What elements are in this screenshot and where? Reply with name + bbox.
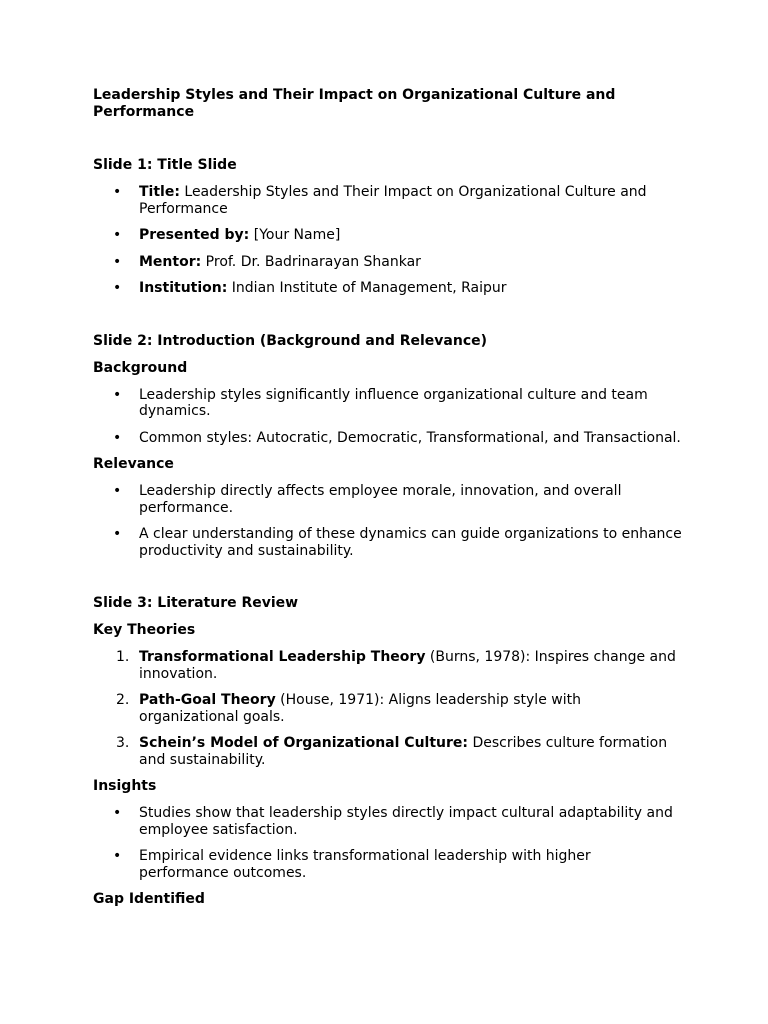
list-item [93,735,683,768]
list-item [93,280,683,297]
relevance-list [93,483,683,559]
insights-heading: Insights [93,778,157,794]
list-item [93,227,683,244]
bullet-icon: • [113,184,122,200]
list-item [93,483,683,516]
item-label: Institution: [139,280,228,296]
slide-2-heading: Slide 2: Introduction (Background and Relevance) [93,332,488,349]
list-item [93,649,683,682]
bullet-icon: • [113,429,122,446]
bullet-icon: • [113,386,122,403]
slide-1-heading: Slide 1: Title Slide [93,157,237,173]
item-label: Presented by: [139,227,250,243]
item-label: Path-Goal Theory [139,692,276,708]
item-label: Title: [139,184,180,200]
key-theories-heading: Key Theories [93,622,196,638]
list-item [93,805,683,838]
item-text: (Burns, 1978): Inspires change and innovation. [139,649,676,682]
list-item [93,692,683,725]
bullet-icon: • [113,526,122,542]
key-theories-list [93,649,683,768]
bullet-icon: • [113,253,122,270]
item-text: Studies show that leadership styles directly impact cultural adaptability and employee satisfaction. [139,805,673,838]
item-label: Mentor: [139,253,202,270]
bullet-icon: • [113,280,122,296]
item-text: Empirical evidence links transformational leadership with higher performance outcomes. [139,848,591,881]
item-text: A clear understanding of these dynamics can guide organizations to enhance productivity and sustainability. [139,526,682,559]
list-item [93,184,683,217]
document-title: Leadership Styles and Their Impact on Organizational Culture and Performance [93,87,616,120]
item-text: (House, 1971): Aligns leadership style with organizational goals. [139,692,581,725]
item-text: Leadership Styles and Their Impact on Organizational Culture and Performance [139,184,647,217]
list-item [93,848,683,881]
list-number: 1. [116,649,130,665]
bullet-icon: • [113,483,122,499]
document-page [93,87,683,908]
list-item [93,254,683,271]
gap-identified-heading: Gap Identified [93,891,205,907]
list-item [93,430,683,447]
item-text: Prof. Dr. Badrinarayan Shankar [201,253,421,270]
relevance-heading: Relevance [93,456,174,472]
background-heading: Background [93,359,188,376]
item-label: Schein’s Model of Organizational Culture: [139,735,468,751]
slide-3-heading: Slide 3: Literature Review [93,595,299,611]
bullet-icon: • [113,848,122,864]
item-text: Describes culture formation and sustainability. [139,735,668,768]
item-text: Leadership directly affects employee morale, innovation, and overall performance. [139,483,622,516]
item-text: Common styles: Autocratic, Democratic, Transformational, and Transactional. [139,429,681,446]
slide-1-list [93,184,683,297]
bullet-icon: • [113,805,122,821]
list-number: 3. [116,735,130,751]
item-text: [Your Name] [249,227,341,243]
list-item [93,526,683,559]
background-list [93,387,683,447]
list-number: 2. [116,692,130,708]
item-text: Indian Institute of Management, Raipur [227,280,507,296]
item-label: Transformational Leadership Theory [139,649,426,665]
item-text: Leadership styles significantly influence organizational culture and team dynamics. [139,386,648,419]
insights-list [93,805,683,881]
bullet-icon: • [113,227,122,243]
list-item [93,387,683,420]
